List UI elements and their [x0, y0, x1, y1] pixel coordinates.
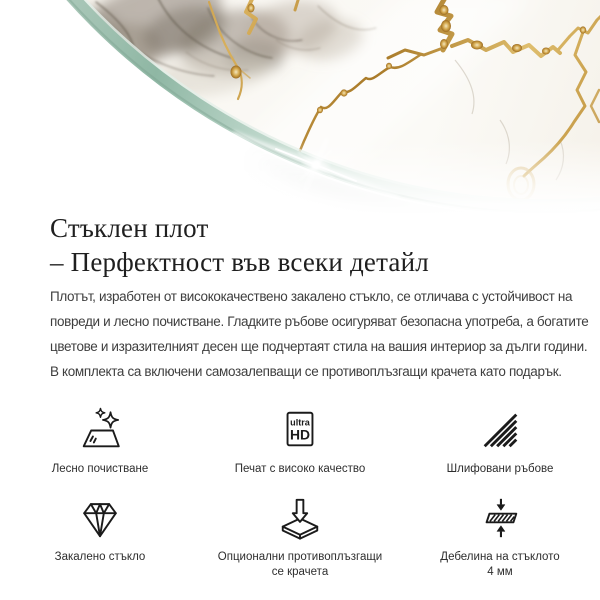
glass-tabletop-illustration	[0, 0, 600, 215]
feature-label: Закалено стъкло	[54, 551, 146, 563]
feature-glass-thickness	[405, 494, 595, 580]
feature-label: Печат с високо качество	[234, 463, 366, 475]
page-title-line2: – Перфектност във всеки детайл	[50, 247, 429, 277]
tempered-glass-diamond-icon	[77, 494, 123, 541]
anti-slip-feet-icon	[277, 494, 323, 541]
feature-label: Лесно почистване	[51, 463, 149, 475]
feature-label: Опционални противоплъзгащи се крачета	[217, 551, 383, 578]
feature-polished-edges	[405, 406, 595, 477]
polished-edges-icon	[477, 406, 523, 453]
image-fade	[0, 140, 600, 215]
product-description	[50, 284, 589, 384]
glass-thickness-icon	[477, 494, 523, 541]
ultra-hd-print-icon	[277, 406, 323, 453]
feature-hd-print	[205, 406, 395, 477]
description-line: В комплекта са включени самозалепващи се противоплъзгащи крачета като подарък.	[50, 364, 562, 379]
feature-anti-slip-feet	[205, 494, 395, 580]
feature-tempered-glass	[5, 494, 195, 580]
svg-text:HD: HD	[289, 426, 311, 443]
page-title	[50, 211, 570, 279]
svg-text:ultra: ultra	[290, 417, 310, 428]
description-line: цветове и изразителният десен ще подчертаят стила на вашия интериор за дълги години.	[50, 339, 588, 354]
description-line: Плотът, изработен от висококачествено закалено стъкло, се отличава с устойчивост на	[50, 289, 573, 304]
product-image	[0, 0, 600, 215]
description-line: повреди и лесно почистване. Гладките ръбове осигуряват безопасна употреба, а богатите	[50, 314, 589, 329]
page-title-line1: Стъклен плот	[50, 213, 209, 243]
feature-label: Шлифовани ръбове	[446, 463, 554, 475]
easy-clean-sparkle-icon	[77, 406, 123, 453]
features-grid	[0, 406, 600, 580]
feature-label: Дебелина на стъклото 4 мм	[440, 551, 560, 578]
feature-easy-clean	[5, 406, 195, 477]
